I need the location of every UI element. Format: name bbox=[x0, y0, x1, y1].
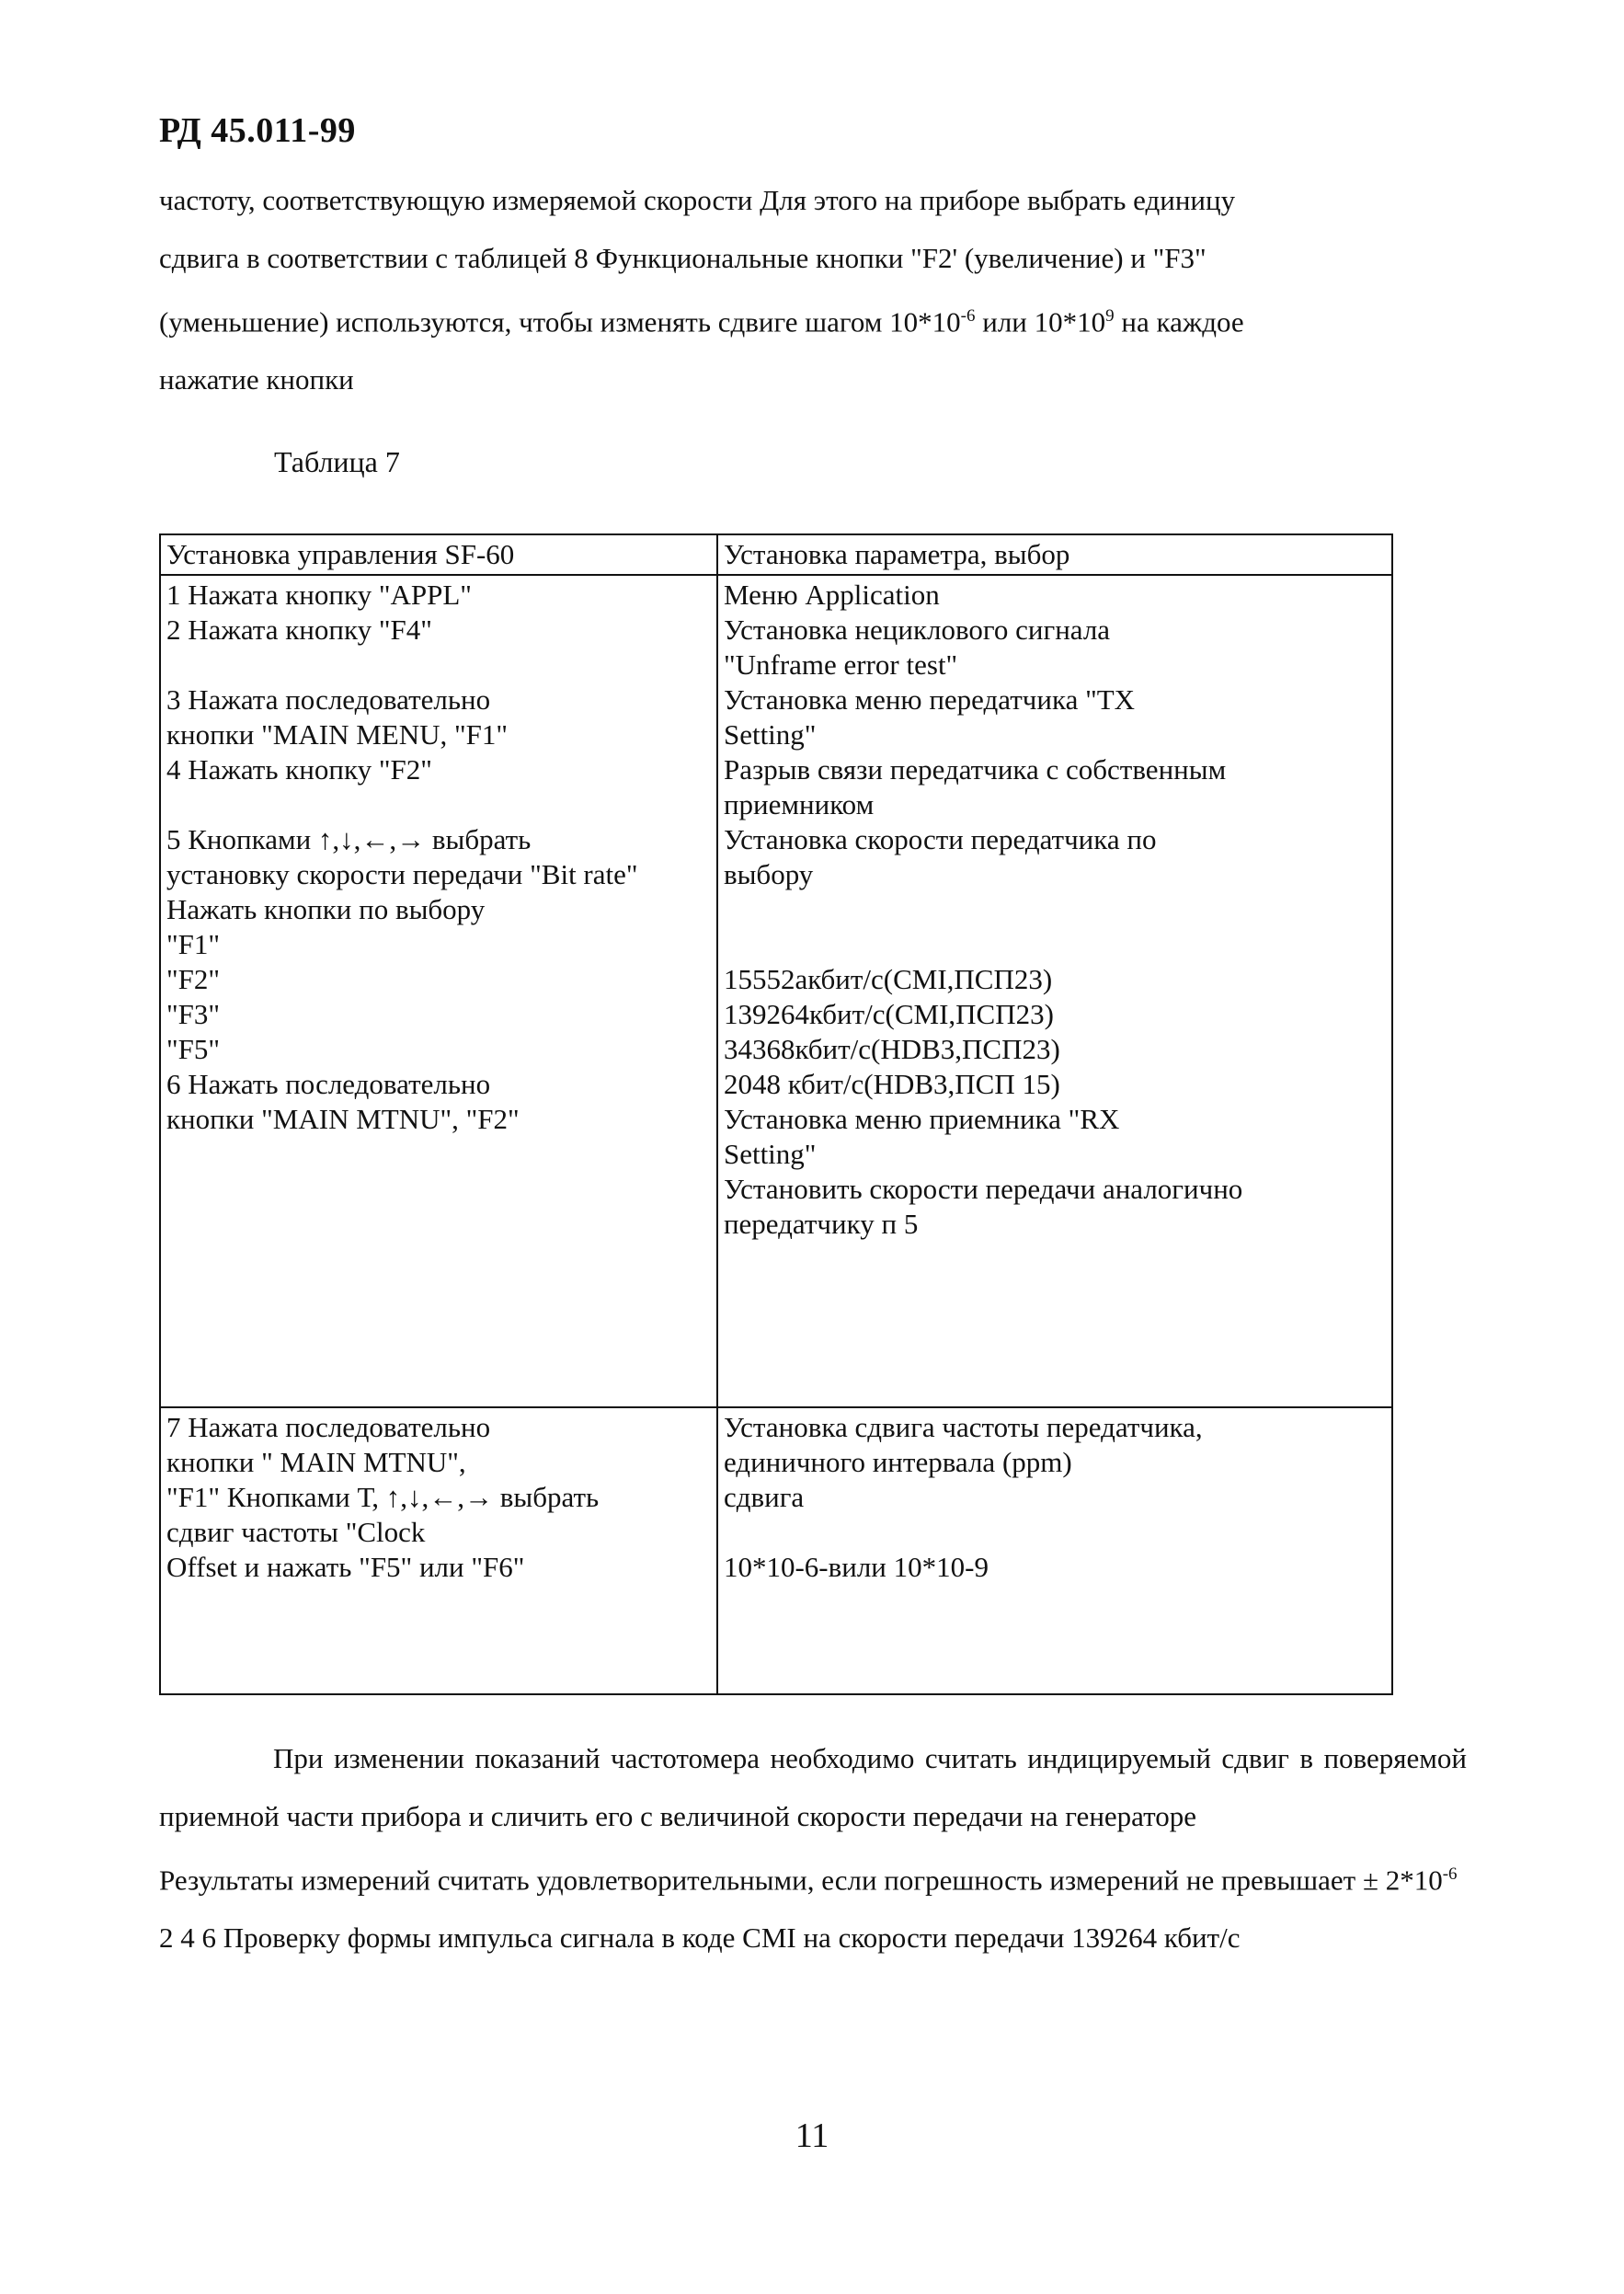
paragraph bbox=[159, 1845, 1467, 1909]
cell-line: Установка скорости передатчика по bbox=[723, 823, 1157, 855]
cell-line: 7 Нажата последовательно bbox=[166, 1411, 491, 1443]
intro-text: (уменьшение) используются, чтобы изменять сдвиге шагом 10*10 bbox=[159, 305, 961, 338]
cell-line: Нажать кнопки по выбору bbox=[166, 893, 486, 925]
cell-line: 34368кбит/с(HDB3,ПСП23) bbox=[723, 1033, 1060, 1065]
header-left-text: Установка управления SF-60 bbox=[166, 538, 515, 570]
result-cell bbox=[717, 575, 1392, 1407]
paragraph: При изменении показаний частотомера необходимо считать индицируемый сдвиг в поверяемой приемной части прибора и сличить его с величиной скорости передачи на генераторе bbox=[159, 1742, 1467, 1832]
table-row bbox=[160, 575, 1392, 1407]
exponent: -6 bbox=[960, 306, 976, 326]
cell-line: кнопки " MAIN MTNU", bbox=[166, 1446, 466, 1478]
cell-line: 2048 кбит/с(HDB3,ПСП 15) bbox=[723, 1068, 1060, 1100]
paragraph-text: Результаты измерений считать удовлетворительными, если погрешность измерений не превышает ± 2*10 bbox=[159, 1864, 1443, 1897]
table-header-row bbox=[160, 534, 1392, 575]
cell-line: "Unframe error test" bbox=[723, 648, 958, 681]
steps-cell bbox=[160, 575, 717, 1407]
paragraph: 2 4 6 Проверку формы импульса сигнала в коде CMI на скорости передачи 139264 кбит/с bbox=[159, 1921, 1241, 1955]
intro-line bbox=[159, 287, 1467, 350]
cell-line: 10*10-6-вили 10*10-9 bbox=[723, 1551, 989, 1583]
cell-line: передатчику п 5 bbox=[723, 1208, 919, 1240]
cell-line: 139264кбит/с(CMI,ПСП23) bbox=[723, 998, 1054, 1030]
cell-line: Установить скорости передачи аналогично bbox=[723, 1173, 1243, 1205]
cell-line: Setting" bbox=[723, 1138, 817, 1170]
cell-line: "F2" bbox=[166, 963, 221, 995]
cell-line: кнопки "MAIN MTNU", "F2" bbox=[166, 1103, 520, 1135]
intro-line: сдвига в соответствии с таблицей 8 Функциональные кнопки "F2' (увеличение) и "F3" bbox=[159, 242, 1207, 274]
table-row bbox=[160, 1407, 1392, 1694]
cell-line: 2 Нажата кнопку "F4" bbox=[166, 614, 432, 646]
intro-line: нажатие кнопки bbox=[159, 363, 354, 396]
header-cell-left bbox=[160, 534, 717, 575]
page-number: 11 bbox=[795, 2116, 829, 2155]
cell-line bbox=[724, 892, 1388, 927]
cell-line: "F1" bbox=[166, 928, 221, 960]
header-right-text: Установка параметра, выбор bbox=[723, 538, 1070, 570]
steps-cell bbox=[160, 1407, 717, 1694]
cell-line: сдвиг частоты "Clock bbox=[166, 1516, 426, 1548]
closing-text bbox=[159, 1729, 1467, 1967]
cell-line: Установка меню передатчика "TX bbox=[723, 683, 1136, 716]
cell-line: 15552акбит/с(CMI,ПСП23) bbox=[723, 963, 1053, 995]
cell-line: Offset и нажать "F5" или "F6" bbox=[166, 1551, 525, 1583]
cell-line: 4 Нажать кнопку "F2" bbox=[166, 753, 432, 786]
table-caption: Таблица 7 bbox=[274, 445, 400, 478]
cell-line: сдвига bbox=[723, 1481, 805, 1513]
cell-line: 5 Кнопками ↑,↓,←,→ выбрать bbox=[166, 823, 532, 855]
cell-line: Меню Application bbox=[723, 579, 940, 611]
cell-line bbox=[724, 927, 1388, 962]
cell-line: Установка нециклового сигнала bbox=[723, 614, 1111, 646]
cell-line: Setting" bbox=[723, 718, 817, 751]
document-code: РД 45.011-99 bbox=[159, 111, 356, 150]
cell-line bbox=[166, 787, 713, 822]
intro-line: частоту, соответствующую измеряемой скорости Для этого на приборе выбрать единицу bbox=[159, 184, 1236, 216]
cell-line: "F1" Кнопками Т, ↑,↓,←,→ выбрать bbox=[166, 1481, 600, 1513]
exponent: 9 bbox=[1105, 306, 1115, 326]
cell-line: установку скорости передачи "Bit rate" bbox=[166, 858, 638, 890]
header-cell-right bbox=[717, 534, 1392, 575]
result-cell bbox=[717, 1407, 1392, 1694]
intro-text: или 10*10 bbox=[975, 305, 1106, 338]
cell-line bbox=[166, 648, 713, 682]
cell-line: Установка сдвига частоты передатчика, bbox=[723, 1411, 1203, 1443]
intro-text: на каждое bbox=[1114, 305, 1244, 338]
cell-line: единичного интервала (ppm) bbox=[723, 1446, 1072, 1478]
cell-line: "F5" bbox=[166, 1033, 221, 1065]
settings-table bbox=[159, 533, 1393, 1695]
cell-line: 6 Нажать последовательно bbox=[166, 1068, 491, 1100]
intro-paragraph bbox=[159, 171, 1467, 408]
exponent: -6 bbox=[1442, 1864, 1458, 1884]
cell-line: Разрыв связи передатчика с собственным bbox=[723, 753, 1227, 786]
cell-line: кнопки "MAIN MENU, "F1" bbox=[166, 718, 509, 751]
cell-line: 3 Нажата последовательно bbox=[166, 683, 491, 716]
cell-line bbox=[724, 1515, 1388, 1550]
cell-line: "F3" bbox=[166, 998, 221, 1030]
cell-line: выбору bbox=[723, 858, 814, 890]
cell-line: 1 Нажата кнопку "APPL" bbox=[166, 579, 472, 611]
cell-line: Установка меню приемника "RX bbox=[723, 1103, 1120, 1135]
cell-line: приемником bbox=[723, 788, 875, 820]
